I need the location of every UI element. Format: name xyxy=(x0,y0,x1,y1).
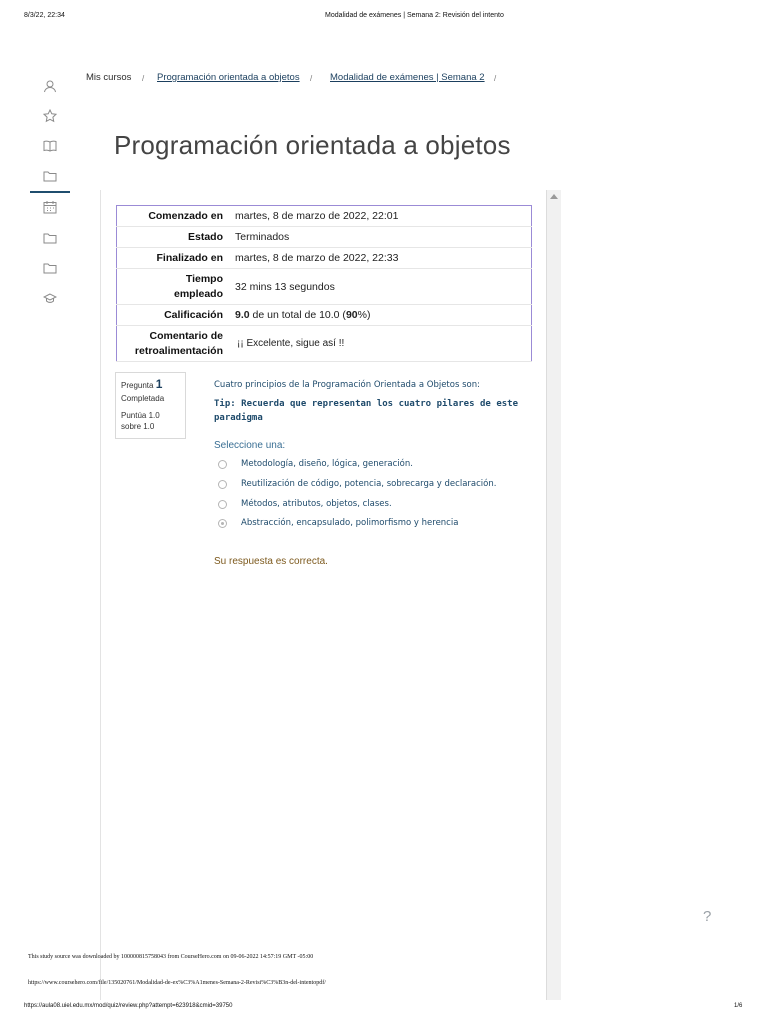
summary-row-feedback xyxy=(117,326,532,362)
page-url: https://aula08.uiel.edu.mx/mod/quiz/review.php?attempt=623918&cmid=39750 xyxy=(24,1003,233,1009)
user-icon[interactable] xyxy=(43,79,57,93)
grade-value xyxy=(233,305,532,326)
grade-score: 9.0 xyxy=(235,309,250,321)
state-label: Estado xyxy=(117,227,234,248)
grade-percent: 90 xyxy=(345,309,358,321)
state-value: Terminados xyxy=(233,227,532,248)
scrollbar[interactable] xyxy=(546,190,561,1000)
question-status: Completada xyxy=(121,394,165,403)
breadcrumb-separator: / xyxy=(310,74,313,83)
time-label-line1: Tiempo xyxy=(185,272,223,285)
summary-row-state xyxy=(117,227,532,248)
breadcrumb-separator: / xyxy=(494,74,497,83)
folder-icon[interactable] xyxy=(43,231,57,245)
summary-row-grade xyxy=(117,305,532,326)
page-number: 1/6 xyxy=(734,1003,743,1009)
finished-label: Finalizado en xyxy=(117,248,234,269)
breadcrumb-quiz-link[interactable]: Modalidad de exámenes | Semana 2 xyxy=(330,72,485,83)
attempt-summary-table xyxy=(116,205,532,362)
folder-icon[interactable] xyxy=(43,261,57,275)
started-label: Comenzado en xyxy=(117,206,234,227)
radio-button[interactable] xyxy=(218,460,227,469)
radio-button[interactable] xyxy=(218,500,227,509)
feedback-label-line2: retroalimentación xyxy=(134,344,223,357)
breadcrumb-my-courses[interactable]: Mis cursos xyxy=(86,72,132,83)
question-tip: Tip: Recuerda que representan los cuatro pilares de este paradigma xyxy=(214,399,518,423)
summary-row-time xyxy=(117,269,532,305)
scroll-up-arrow-icon[interactable] xyxy=(550,194,558,199)
grade-end: %) xyxy=(357,309,371,321)
question-label: Pregunta xyxy=(121,381,154,390)
print-doc-title: Modalidad de exámenes | Semana 2: Revisión del intento xyxy=(325,12,504,19)
feedback-value: ¡¡ Excelente, sigue así !! xyxy=(233,326,532,362)
answer-option-label: Métodos, atributos, objetos, clases. xyxy=(241,499,392,509)
question-score-line2: sobre 1.0 xyxy=(121,422,155,431)
answer-option-label: Metodología, diseño, lógica, generación. xyxy=(241,459,413,469)
feedback-label-line1: Comentario de xyxy=(149,329,223,342)
question-text: Cuatro principios de la Programación Orientada a Objetos son: xyxy=(214,380,480,390)
graduation-cap-icon[interactable] xyxy=(43,291,57,305)
calendar-icon[interactable] xyxy=(43,200,57,214)
time-value: 32 mins 13 segundos xyxy=(233,269,532,305)
page-title: Programación orientada a objetos xyxy=(114,130,511,160)
radio-button-selected[interactable] xyxy=(218,519,227,528)
answer-option-label: Abstracción, encapsulado, polimorfismo y herencia xyxy=(241,518,459,528)
question-info-box xyxy=(115,372,186,439)
grade-label: Calificación xyxy=(117,305,234,326)
rail-active-indicator xyxy=(30,191,70,193)
time-label xyxy=(117,269,234,305)
question-number-value: 1 xyxy=(155,377,163,391)
feedback-label xyxy=(117,326,234,362)
breadcrumb-separator: / xyxy=(142,74,145,83)
help-icon[interactable]: ? xyxy=(703,908,712,925)
folder-icon[interactable] xyxy=(43,169,57,183)
source-note: This study source was downloaded by 100000815758043 from CourseHero.com on 09-06-2022 14:57:19 GMT -05:00 xyxy=(28,954,314,960)
started-value: martes, 8 de marzo de 2022, 22:01 xyxy=(233,206,532,227)
time-label-line2: empleado xyxy=(173,287,223,300)
select-one-label: Seleccione una: xyxy=(214,440,286,451)
print-datetime: 8/3/22, 22:34 xyxy=(24,12,65,19)
answer-feedback: Su respuesta es correcta. xyxy=(214,556,328,567)
answer-option-label: Reutilización de código, potencia, sobrecarga y declaración. xyxy=(241,479,497,489)
grade-mid: de un total de 10.0 ( xyxy=(249,309,346,321)
finished-value: martes, 8 de marzo de 2022, 22:33 xyxy=(233,248,532,269)
radio-button[interactable] xyxy=(218,480,227,489)
book-icon[interactable] xyxy=(43,139,57,153)
question-number xyxy=(121,377,162,391)
star-icon[interactable] xyxy=(43,109,57,123)
source-url: https://www.coursehero.com/file/135020761/Modalidad-de-ex%C3%A1menes-Semana-2-Revisi%C3%B3n-del-intentopdf/ xyxy=(28,980,326,986)
question-score-line1: Puntúa 1.0 xyxy=(121,411,160,420)
summary-row-started xyxy=(117,206,532,227)
breadcrumb-course-link[interactable]: Programación orientada a objetos xyxy=(157,72,300,83)
summary-row-finished xyxy=(117,248,532,269)
